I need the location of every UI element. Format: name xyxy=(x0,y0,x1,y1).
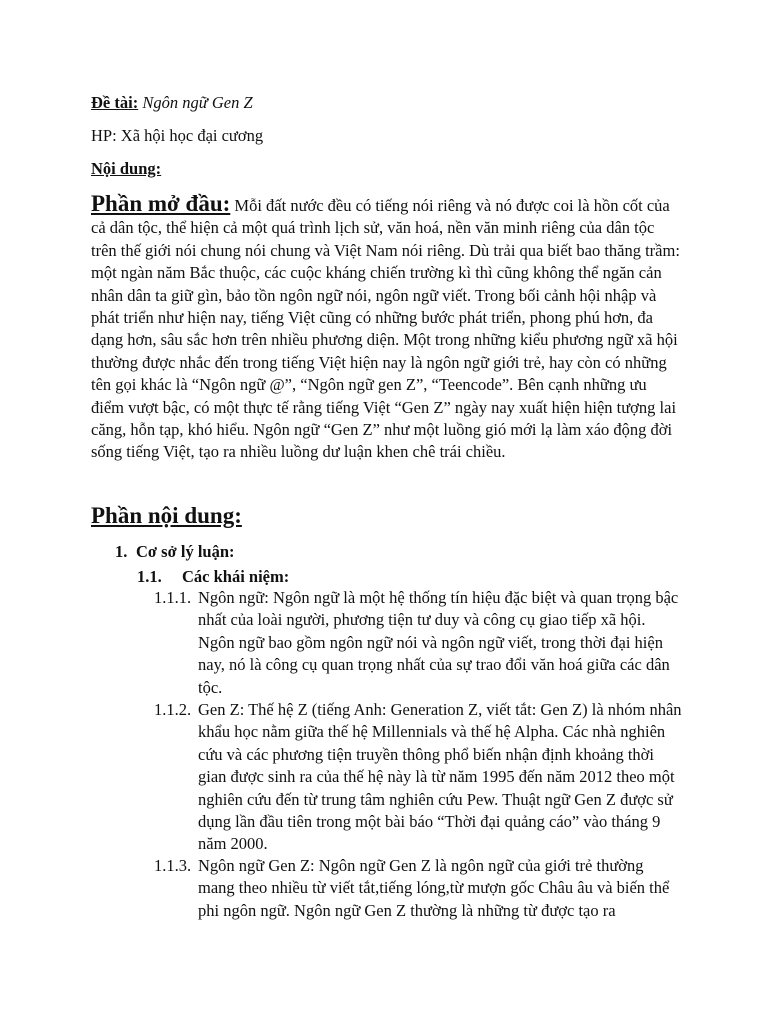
topic-line xyxy=(91,92,691,114)
body-heading: Phần nội dung: xyxy=(91,503,242,528)
list-item-number: 1.1.3. xyxy=(154,856,192,875)
list-item-number: 1.1.1. xyxy=(154,588,192,607)
list-item xyxy=(154,587,684,699)
content-label: Nội dung: xyxy=(91,159,162,178)
list-item-text: Ngôn ngữ: Ngôn ngữ là một hệ thống tín hiệu đặc biệt và quan trọng bậc nhất của loài người, phương tiện tư duy và công cụ giao tiếp xã hội. Ngôn ngữ bao gồm ngôn ngữ nói và ngôn ngữ viết, trong thời đại hiện nay, nó là công cụ quan trọng nhất của sự trao đổi văn hoá giữa các dân tộc. xyxy=(198,588,679,697)
course-line: HP: Xã hội học đại cương xyxy=(91,126,264,145)
list-item-text: Ngôn ngữ Gen Z: Ngôn ngữ Gen Z là ngôn ngữ của giới trẻ thường mang theo nhiều từ viết tắt,tiếng lóng,từ mượn gốc Châu âu và biến thể phi ngôn ngữ. Ngôn ngữ Gen Z thường là những từ được tạo ra xyxy=(198,856,670,920)
section-1-title: Cơ sở lý luận: xyxy=(136,542,235,561)
topic-label: Đề tài: xyxy=(91,93,139,112)
list-item xyxy=(154,699,684,856)
section-1-number: 1. xyxy=(115,542,128,561)
list-item xyxy=(154,855,684,922)
intro-text: Mỗi đất nước đều có tiếng nói riêng và nó được coi là hồn cốt của cả dân tộc, thể hiện cả một quá trình lịch sử, văn hoá, nền văn minh riêng của dân tộc trên thế giới nói chung nói chung và Việt Nam nói riêng. Dù trải qua biết bao thăng trầm: một ngàn năm Bắc thuộc, các cuộc kháng chiến trường kì thì cũng không thể ngăn cản nhân dân ta giữ gìn, bảo tồn ngôn ngữ nói, ngôn ngữ viết. Trong bối cảnh hội nhập và phát triển như hiện nay, tiếng Việt cũng có những bước phát triển, phong phú hơn, đa dạng hơn, sâu sắc hơn trên nhiều phương diện. Một trong những kiểu phương ngữ xã hội thường được nhắc đến trong tiếng Việt hiện nay là ngôn ngữ giới trẻ, hay còn có những tên gọi khác là “Ngôn ngữ @”, “Ngôn ngữ gen Z”, “Teencode”. Bên cạnh những ưu điểm vượt bậc, có một thực tế rằng tiếng Việt “Gen Z” ngày nay xuất hiện hiện tượng lai căng, hỗn tạp, khó hiểu. Ngôn ngữ “Gen Z” như một luồng gió mới lạ làm xáo động đời sống tiếng Việt, tạo ra nhiều luồng dư luận khen chê trái chiều. xyxy=(91,196,680,462)
section-1 xyxy=(115,541,235,563)
section-1-1-number: 1.1. xyxy=(137,567,162,586)
intro-paragraph xyxy=(91,193,681,464)
section-1-1-title: Các khái niệm: xyxy=(182,567,290,586)
topic-value: Ngôn ngữ Gen Z xyxy=(142,93,253,112)
list-item-number: 1.1.2. xyxy=(154,700,192,719)
intro-heading: Phần mở đầu: xyxy=(91,191,231,216)
section-1-1 xyxy=(137,566,289,588)
list-item-text: Gen Z: Thế hệ Z (tiếng Anh: Generation Z, viết tắt: Gen Z) là nhóm nhân khẩu học nằm giữa thế hệ Millennials và thế hệ Alpha. Các nhà nghiên cứu và các phương tiện truyền thông phổ biến nhận định khoảng thời gian được sinh ra của thế hệ này là từ năm 1995 đến năm 2012 theo một nghiên cứu đến từ trung tâm nghiên cứu Pew. Thuật ngữ Gen Z được sử dụng lần đầu tiên trong một bài báo “Thời đại quảng cáo” vào tháng 9 năm 2000. xyxy=(198,700,682,854)
